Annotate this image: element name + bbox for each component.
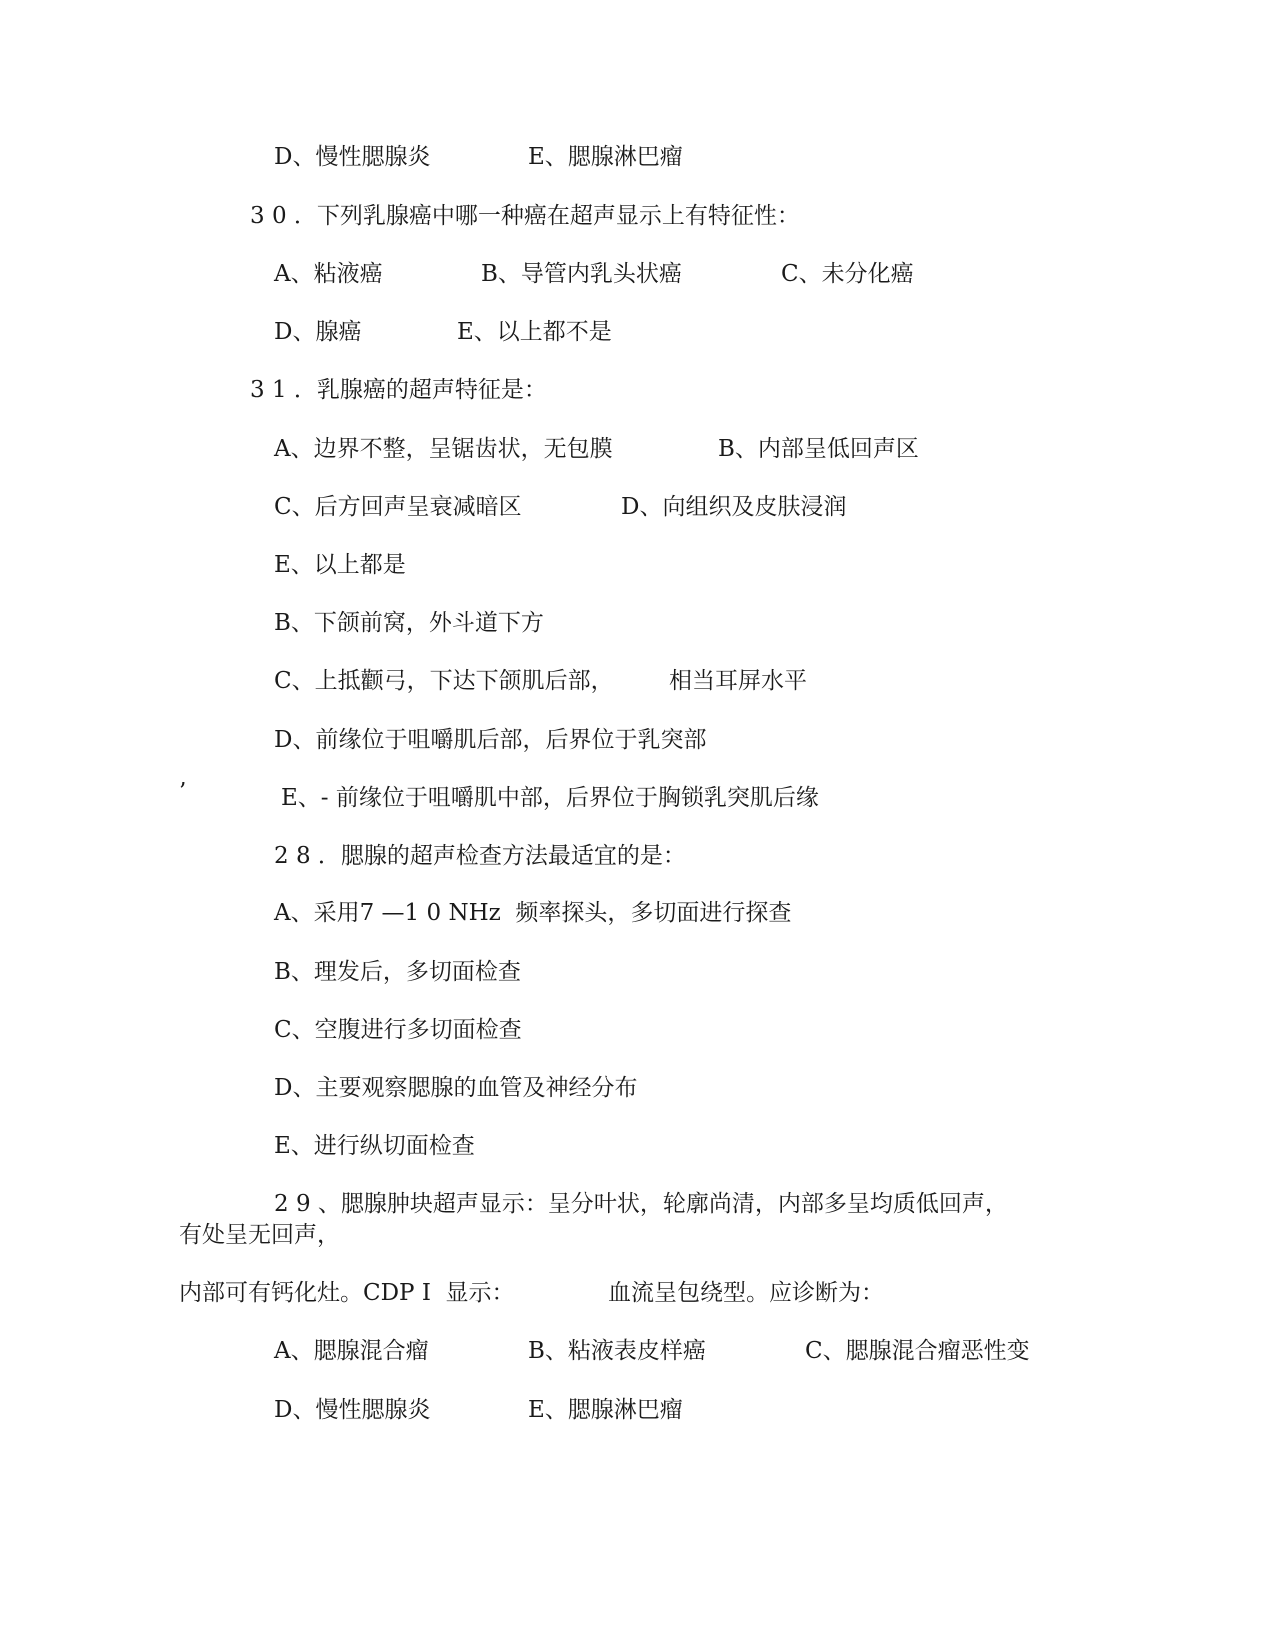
option-b: B、粘液表皮样癌 — [528, 1338, 706, 1364]
option-a: A、腮腺混合瘤 — [274, 1338, 429, 1364]
option-d: D、前缘位于咀嚼肌后部，后界位于乳突部 — [274, 727, 707, 753]
option-c: C、空腹进行多切面检查 — [274, 1017, 522, 1043]
option-b: B、下颌前窝，外斗道下方 — [274, 610, 544, 636]
option-b: B、内部呈低回声区 — [718, 436, 919, 462]
option-a: A、粘液癌 — [274, 261, 383, 287]
option-a: A、采用7 —1 0 NHz 频率探头，多切面进行探查 — [274, 900, 792, 926]
option-d: D、慢性腮腺炎 — [274, 1397, 431, 1423]
question-29: 2 9 、腮腺肿块超声显示：呈分叶状，轮廓尚清，内部多呈均质低回声， — [274, 1191, 1008, 1217]
option-a: A、边界不整，呈锯齿状，无包膜 — [274, 436, 613, 462]
option-e: E、- 前缘位于咀嚼肌中部，后界位于胸锁乳突肌后缘 — [281, 785, 819, 811]
stray-mark: ’ — [179, 779, 187, 805]
option-b: B、导管内乳头状癌 — [481, 261, 682, 287]
option-d: D、主要观察腮腺的血管及神经分布 — [274, 1075, 638, 1101]
question-29-continuation: 有处呈无回声， — [179, 1222, 340, 1248]
option-e: E、以上都不是 — [457, 319, 612, 345]
option-e: E、以上都是 — [274, 552, 406, 578]
option-c: C、后方回声呈衰减暗区 — [274, 494, 522, 520]
option-d: D、腺癌 — [274, 319, 362, 345]
option-e: E、腮腺淋巴瘤 — [528, 1397, 683, 1423]
option-c: C、未分化癌 — [781, 261, 914, 287]
option-d: D、向组织及皮肤浸润 — [621, 494, 847, 520]
question-28: 2 8 ．腮腺的超声检查方法最适宜的是： — [274, 843, 686, 869]
question-31: 3 1 ．乳腺癌的超声特征是： — [250, 377, 547, 403]
question-29-continuation: 内部可有钙化灶。CDP I 显示： — [179, 1280, 515, 1306]
option-c-continuation: 相当耳屏水平 — [669, 668, 807, 694]
question-30: 3 0 ．下列乳腺癌中哪一种癌在超声显示上有特征性： — [250, 203, 800, 229]
option-c: C、腮腺混合瘤恶性变 — [805, 1338, 1030, 1364]
option-d: D、慢性腮腺炎 — [274, 144, 431, 170]
option-e: E、腮腺淋巴瘤 — [528, 144, 683, 170]
question-29-continuation: 血流呈包绕型。应诊断为： — [608, 1280, 884, 1306]
option-b: B、理发后，多切面检查 — [274, 959, 521, 985]
option-e: E、进行纵切面检查 — [274, 1133, 475, 1159]
option-c: C、上抵颧弓，下达下颌肌后部， — [274, 668, 614, 694]
